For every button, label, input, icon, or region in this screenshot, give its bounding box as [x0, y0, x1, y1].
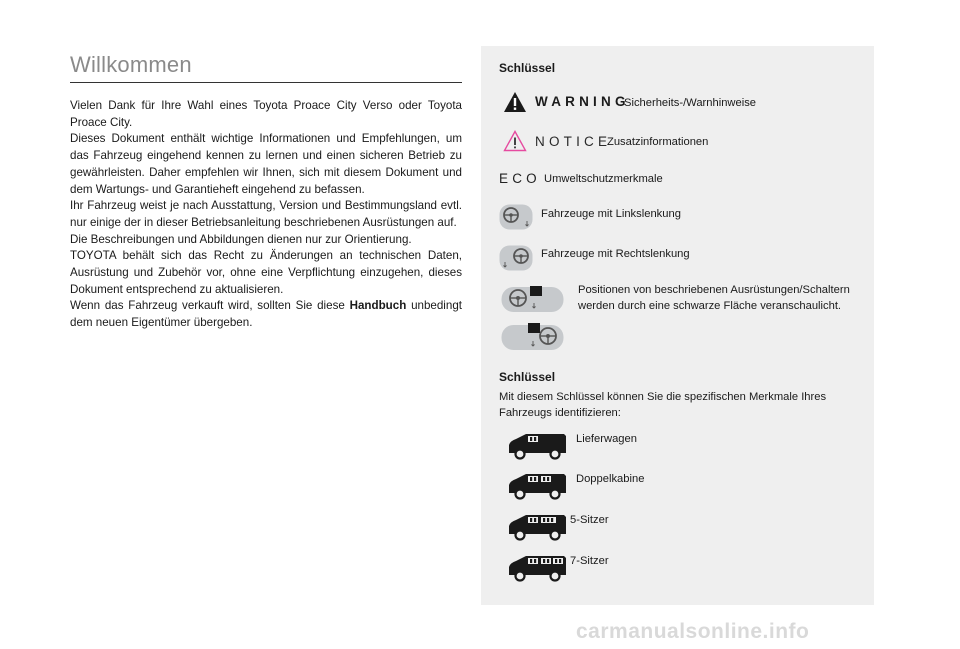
right-hand-drive-icon — [499, 245, 533, 271]
vehicle-label-3: 5-Sitzer — [570, 514, 609, 526]
eco-label: ECO — [499, 171, 541, 186]
left-hand-drive-icon — [499, 204, 533, 230]
intro-text — [70, 98, 462, 332]
warning-description: Sicherheits-/Warnhinweise — [624, 97, 757, 109]
vehicle-label-1: Lieferwagen — [576, 433, 637, 445]
vehicle-label-4: 7-Sitzer — [570, 555, 609, 567]
title-divider — [70, 82, 462, 83]
intro-paragraph-6 — [70, 298, 462, 331]
intro-paragraph-2: Dieses Dokument enthält wichtige Informationen und Empfehlungen, um das Fahrzeug eingehend kennen zu lernen und einen sicheren Betrieb zu gewährleisten. Daher empfehlen wir Ihnen, sich mit diesem Dokument und dem Wartungs- und Garantieheft eingehend zu befassen. — [70, 132, 462, 196]
position-rhd-icon — [501, 320, 565, 352]
intro-paragraph-4: Die Beschreibungen und Abbildungen dienen nur zur Orientierung. — [70, 232, 412, 246]
p6-start: Wenn das Fahrzeug verkauft wird, sollten Sie diese — [70, 299, 350, 313]
eco-description: Umweltschutzmerkmale — [544, 173, 663, 185]
key-intro — [499, 390, 859, 421]
seven-seater-icon — [506, 554, 568, 582]
lhd-description: Fahrzeuge mit Linkslenkung — [541, 208, 681, 220]
key-heading: Schlüssel — [499, 61, 556, 75]
p6-bold: Handbuch — [349, 299, 407, 313]
position-line-2: werden durch eine schwarze Fläche veranschaulicht. — [578, 299, 842, 312]
intro-paragraph-3: Ihr Fahrzeug weist je nach Ausstattung, Version und Bestimmungsland evtl. nur einige der in dieser Betriebsanleitung beschriebenen Ausrüstungen auf. — [70, 199, 462, 229]
van-icon — [506, 432, 568, 460]
notice-label: NOTICE — [535, 134, 612, 149]
position-description — [578, 283, 868, 314]
intro-paragraph-1: Vielen Dank für Ihre Wahl eines Toyota Proace City Verso oder Toyota Proace City. — [70, 99, 462, 129]
intro-paragraph-5: TOYOTA behält sich das Recht zu Änderungen an technischen Daten, Ausrüstung und Zubehör vor, ohne eine Verpflichtung einzugehen, dieses Dokument entsprechend zu aktualisieren. — [70, 249, 462, 296]
page-title: Willkommen — [70, 52, 192, 77]
five-seater-icon — [506, 513, 568, 541]
watermark: carmanualsonline.info — [576, 620, 810, 643]
notice-triangle-icon — [503, 130, 527, 152]
notice-description: Zusatzinformationen — [607, 136, 709, 148]
key-heading-2: Schlüssel — [499, 370, 556, 384]
position-lhd-icon — [501, 284, 565, 314]
position-line-1: Positionen von beschriebenen Ausrüstungen/Schaltern — [578, 284, 850, 296]
rhd-description: Fahrzeuge mit Rechtslenkung — [541, 248, 690, 260]
key-intro-line-1: Mit diesem Schlüssel können Sie die spezifischen Merkmale Ihres — [499, 391, 827, 403]
key-panel — [481, 46, 874, 605]
double-cab-icon — [506, 472, 568, 500]
warning-label: WARNING — [535, 94, 630, 109]
p6-end: unbedingt dem neuen Eigentümer übergeben. — [70, 299, 462, 330]
key-intro-line-2: Fahrzeugs identifizieren: — [499, 406, 621, 419]
vehicle-label-2: Doppelkabine — [576, 473, 645, 485]
warning-triangle-icon — [503, 91, 527, 113]
